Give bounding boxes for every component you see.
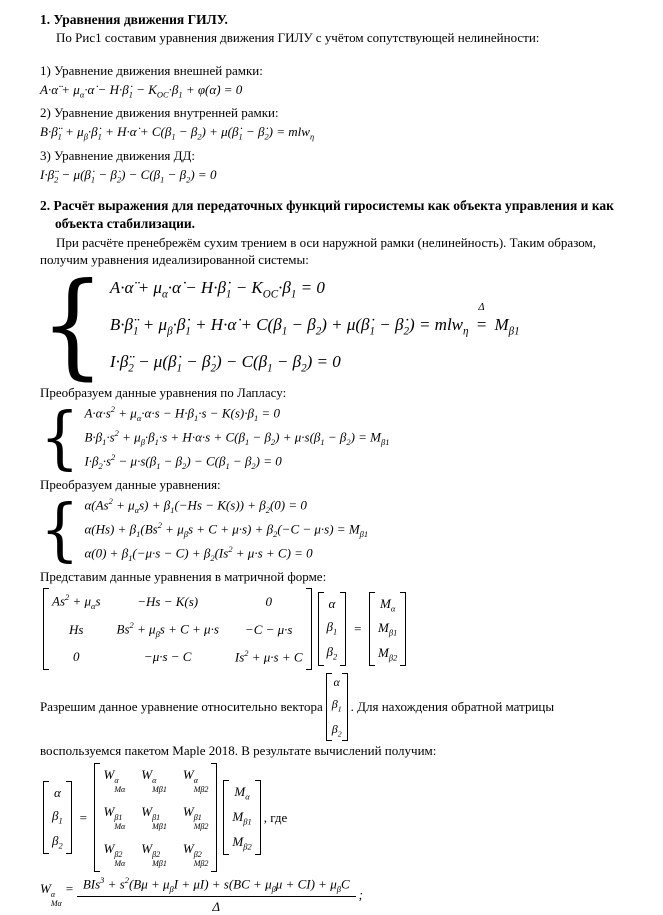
laplace-label: Преобразуем данные уравнения по Лапласу: bbox=[40, 384, 287, 400]
system-line: $B\cdot\betä_1$ + $\mu_\beta\cdot\betȧ_1$ + H·α̇ + $C(\beta_1 - \beta_2)$ + $\mu(\betȧ_1$ − $\betȧ_2) = mlw_\eta$ Δ = $M_{\beta 1}$ bbox=[109, 302, 520, 338]
matrix-cell: W β2 Mβ2 bbox=[182, 840, 209, 868]
left-brace-icon: { bbox=[40, 397, 80, 478]
section2-intro: При расчёте пренебрежём сухим трением в оси наружной рамки (нелинейность). Таким образом, получим уравнения идеализированной системы: bbox=[40, 235, 596, 268]
vector-cell: $\beta_2$ bbox=[326, 644, 338, 662]
matrix-cell: $Bs^2 + \mu_\beta s + C + \mu\cdot s$ bbox=[116, 620, 219, 640]
eq3-formula: $I\cdot\betä_2$ − $\mu(\betȧ_1$ − $\betȧ_2) - C(\beta_1 - \beta_2) = 0$ bbox=[40, 166, 217, 185]
section1-intro: По Рис1 составим уравнения движения ГИЛУ с учётом сопутствующей нелинейности: bbox=[56, 30, 540, 45]
solve-text-after: . Для нахождения обратной матрицы bbox=[350, 698, 555, 714]
matrix-form-label: Представим данные уравнения в матричной форме: bbox=[40, 568, 327, 584]
matrix-cell: W β2 Mα bbox=[103, 840, 126, 868]
equation-system-laplace bbox=[40, 397, 627, 478]
vector-cell: $M_\alpha$ bbox=[234, 784, 250, 802]
matrix-cell: −Hs − K(s) bbox=[137, 593, 199, 609]
matrix-cell: Hs bbox=[69, 621, 84, 637]
state-vector bbox=[43, 781, 72, 854]
system-line: $\alpha(Hs) + \beta_1(Bs^2 + \mu_\beta s + C + \mu\cdot s) + \beta_2(-C - \mu\cdot s) = M_{\beta 1}$ bbox=[84, 520, 369, 540]
eq2-formula: $B\cdot\betä_1$ + $\mu_\beta\cdot\betȧ_1$ + H·α̇ + $C(\beta_1 - \beta_2)$ + $\mu(\betȧ_1$ − $\betȧ_2) = mlw_\eta$ bbox=[40, 124, 315, 142]
left-brace-icon: { bbox=[40, 258, 105, 393]
where-suffix: , где bbox=[263, 809, 288, 825]
vector-cell: $M_\alpha$ bbox=[380, 595, 396, 614]
system-line: A·α̈ + $\mu_\alpha\cdot\alphȧ$ − $H\cdot\betȧ_1 - K_{ОС}\cdot\beta_1 = 0$ bbox=[109, 278, 325, 301]
formula-suffix: ; bbox=[358, 887, 363, 903]
matrix-cell: W β1 Mβ1 bbox=[141, 803, 167, 831]
vector-cell: α bbox=[328, 596, 336, 612]
system-line: $B\cdot\beta_1\cdot s^2 + \mu_\beta\cdot\beta_1\cdot s + H\cdot\alpha\cdot s + C(\beta_1 - \beta_2) + \mu\cdot s(\beta_1 - \beta_2) = M_{\beta 1}$ bbox=[84, 428, 390, 448]
fraction-denominator: Δ bbox=[212, 899, 221, 915]
vector-cell: $\beta_2$ bbox=[52, 832, 63, 851]
matrix-cell: W α Mβ1 bbox=[141, 767, 167, 795]
fraction bbox=[77, 875, 356, 915]
system-line: $I\cdot\beta_2\cdot s^2 - \mu\cdot s(\beta_1 - \beta_2) - C(\beta_1 - \beta_2) = 0$ bbox=[84, 451, 282, 471]
vector-cell: $\beta_2$ bbox=[331, 721, 342, 739]
vector-cell: $\beta_1$ bbox=[331, 697, 342, 714]
section2-heading: 2. Расчёт выражения для передаточных функций гиросистемы как объекта управления и как объекта стабилизации. bbox=[40, 198, 614, 231]
equals-sign: = bbox=[78, 809, 88, 825]
matrix-cell: W β1 Mβ2 bbox=[182, 803, 209, 831]
eq1-formula: A·α̈ + $\mu_\alpha\cdot\alphȧ$ − $H\cdot\betȧ_1 - K_{ОС}\cdot\beta_1$ + φ(α̇) = 0 bbox=[40, 81, 243, 100]
w-lhs: W α Mα = bbox=[40, 881, 74, 909]
matrix-cell: −μ·s − C bbox=[143, 648, 192, 664]
matrix-cell: W β1 Mα bbox=[103, 803, 126, 831]
state-vector bbox=[318, 592, 347, 665]
equals-sign: = bbox=[353, 621, 363, 637]
solve-paragraph-line2: воспользуемся пакетом Maple 2018. В результате вычислений получим: bbox=[40, 743, 437, 759]
matrix-cell: $Is^2 + \mu\cdot s + C$ bbox=[234, 648, 303, 665]
eq1-label: 1) Уравнение движения внешней рамки: bbox=[40, 62, 263, 78]
system-line: $\alpha(0) + \beta_1(-\mu\cdot s - C) + \beta_2(Is^2 + \mu\cdot s + C) = 0$ bbox=[84, 543, 313, 563]
vector-cell: α bbox=[53, 785, 61, 801]
matrix-cell: 0 bbox=[73, 648, 80, 664]
solve-paragraph bbox=[40, 673, 627, 742]
solve-text-before: Разрешим данное уравнение относительно вектора bbox=[40, 698, 323, 714]
matrix-cell: −C − μ·s bbox=[244, 621, 293, 637]
matrix-cell: W β2 Mβ1 bbox=[141, 840, 167, 868]
matrix-equation bbox=[40, 588, 627, 669]
vector-cell: $M_{\beta 2}$ bbox=[232, 833, 252, 852]
vector-cell: $M_{\beta 1}$ bbox=[378, 620, 398, 638]
matrix-cell: W α Mα bbox=[103, 767, 126, 795]
system-line: $A\cdot\alpha\cdot s^2 + \mu_\alpha\cdot\alpha\cdot s - H\cdot\beta_1\cdot s - K(s)\cdot\beta_1 = 0$ bbox=[84, 404, 280, 424]
left-brace-icon: { bbox=[40, 489, 80, 570]
transform-label: Преобразуем данные уравнения: bbox=[40, 476, 221, 492]
fraction-numerator: $BIs^3 + s^2(B\mu + \mu_\beta I + \mu I) + s(BC + \mu_\beta\mu + CI) + \mu_\beta C$ bbox=[77, 875, 356, 897]
section1-heading: 1. Уравнения движения ГИЛУ. bbox=[40, 12, 228, 27]
system-line: $\alpha(As^2 + \mu_\alpha s) + \beta_1(-Hs - K(s)) + \beta_2(0) = 0$ bbox=[84, 496, 307, 516]
system-equations bbox=[84, 402, 389, 473]
coefficient-matrix bbox=[43, 588, 312, 669]
transfer-function-formula bbox=[40, 875, 627, 915]
inline-vector bbox=[323, 673, 351, 742]
transfer-matrix-equation bbox=[40, 763, 627, 872]
transfer-function-matrix bbox=[94, 763, 217, 872]
moment-vector bbox=[369, 592, 406, 667]
system-equations bbox=[110, 270, 520, 381]
system-line: $I\cdot\betä_2$ − $\mu(\betȧ_1$ − $\betȧ_2) - C(\beta_1 - \beta_2) = 0$ bbox=[109, 352, 341, 375]
vector-cell: $M_{\beta 2}$ bbox=[378, 644, 398, 663]
system-equations bbox=[84, 494, 368, 565]
vector-cell: α bbox=[333, 674, 340, 689]
vector-cell: $\beta_1$ bbox=[52, 808, 63, 826]
vector-cell: $\beta_1$ bbox=[326, 619, 338, 638]
matrix-cell: 0 bbox=[265, 593, 272, 609]
matrix-cell: $As^2 + \mu_\alpha s$ bbox=[52, 592, 101, 612]
vector-cell: $M_{\beta 1}$ bbox=[232, 808, 252, 827]
eq3-label: 3) Уравнение движения ДД: bbox=[40, 147, 195, 163]
eq2-label: 2) Уравнение движения внутренней рамки: bbox=[40, 105, 279, 121]
matrix-cell: W α Mβ2 bbox=[182, 767, 209, 795]
moment-vector bbox=[223, 780, 260, 855]
equation-system-grouped bbox=[40, 489, 627, 570]
